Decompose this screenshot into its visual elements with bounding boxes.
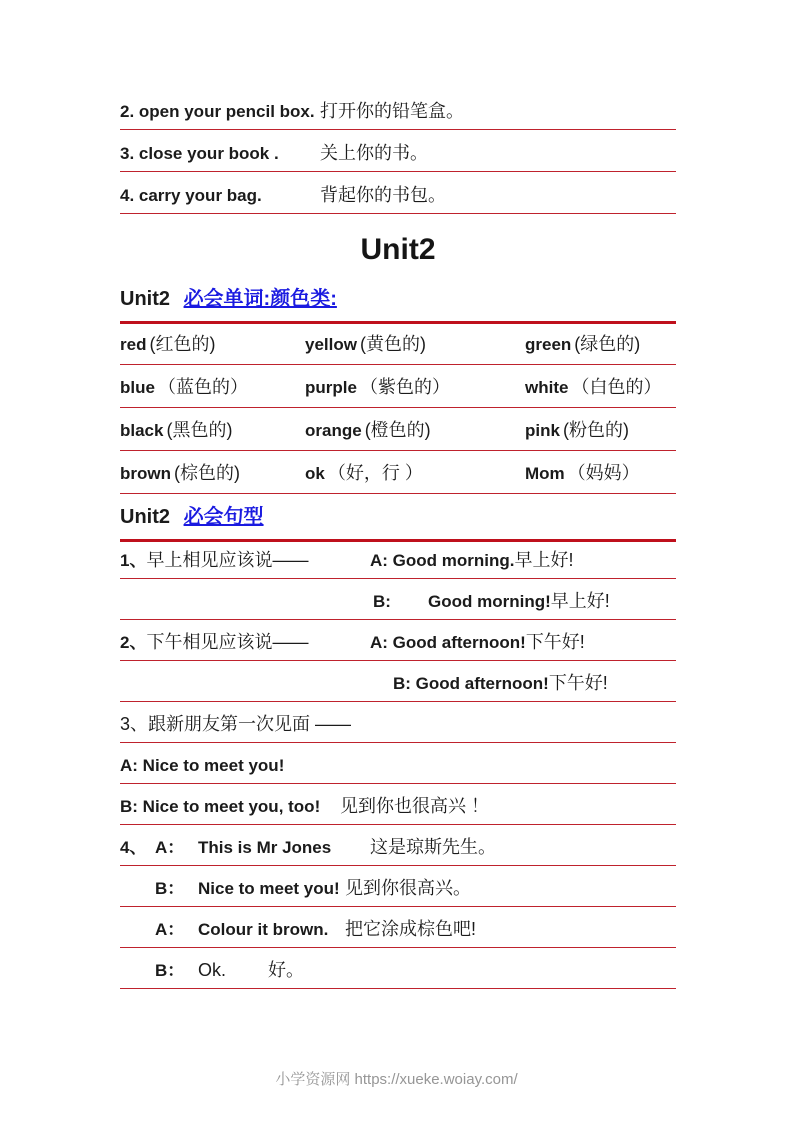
heading-label: 必会单词:颜色类: — [183, 288, 337, 310]
vocab-cell — [120, 418, 305, 443]
sentence-line — [120, 632, 676, 661]
english-text: A: Nice to meet you! — [120, 756, 285, 775]
chinese-translation: 这是琼斯先生。 — [370, 837, 496, 857]
chinese-translation: 好。 — [268, 960, 304, 980]
unit-title: Unit2 — [360, 233, 436, 266]
sentences-section-heading — [120, 504, 676, 542]
heading-label: 必会句型 — [183, 506, 264, 528]
vocab-word: pink — [525, 421, 560, 440]
chinese-translation: 下午好! — [525, 632, 585, 652]
sentence-line — [120, 796, 676, 825]
speaker-label: A： — [155, 838, 185, 857]
vocab-cell — [120, 332, 305, 357]
vocab-word: black — [120, 421, 164, 440]
chinese-translation: 关上你的书。 — [320, 143, 428, 163]
chinese-translation: 下午好! — [548, 673, 608, 693]
vocab-word: orange — [305, 421, 362, 440]
site-watermark: 小学资源网 https://xueke.woiay.com/ — [275, 1071, 518, 1088]
vocab-meaning: （紫色的） — [359, 377, 450, 397]
heading-unit-prefix: Unit2 — [120, 506, 170, 528]
vocab-cell — [120, 375, 305, 400]
chinese-prompt: 早上相见应该说—— — [146, 550, 309, 570]
sentence-line — [120, 837, 676, 866]
english-text: Colour it brown. — [198, 920, 329, 939]
document-page — [120, 100, 676, 1001]
vocab-meaning: （白色的） — [571, 377, 662, 397]
vocab-row — [120, 375, 676, 408]
english-phrase: 3. close your book . — [120, 144, 279, 163]
english-text: Good morning! — [428, 592, 551, 611]
chinese-translation: 把它涂成棕色吧! — [345, 919, 477, 939]
english-text: B: Good afternoon! — [393, 674, 549, 693]
command-line — [120, 184, 676, 214]
chinese-translation: 见到你很高兴。 — [345, 878, 471, 898]
chinese-translation: 背起你的书包。 — [320, 185, 446, 205]
vocab-cell — [525, 461, 676, 486]
sentence-line — [120, 755, 676, 784]
command-line — [120, 142, 676, 172]
vocab-meaning: (棕色的) — [174, 463, 240, 483]
vocab-word: brown — [120, 464, 171, 483]
vocab-cell — [305, 418, 525, 443]
words-section-heading — [120, 286, 676, 324]
item-number: 2、 — [120, 633, 147, 652]
sentence-line — [120, 673, 676, 702]
english-text: Nice to meet you! — [198, 879, 340, 898]
sentence-line — [120, 960, 676, 989]
english-text: A: Good morning. — [370, 551, 515, 570]
vocab-meaning: (橙色的) — [364, 420, 431, 440]
vocab-word: white — [525, 378, 569, 397]
vocab-word: Mom — [525, 464, 565, 483]
vocab-word: red — [120, 335, 147, 354]
english-phrase: 2. open your pencil box. — [120, 102, 315, 121]
english-text: B: Nice to meet you, too! — [120, 797, 321, 816]
chinese-translation: 早上好! — [514, 550, 574, 570]
speaker-label: B: — [373, 592, 391, 611]
vocab-cell — [305, 461, 525, 486]
vocab-word: yellow — [305, 335, 357, 354]
vocab-meaning: （蓝色的） — [157, 377, 248, 397]
sentence-line — [120, 919, 676, 948]
english-text: This is Mr Jones — [198, 838, 332, 857]
vocab-word: blue — [120, 378, 155, 397]
chinese-translation: 早上好! — [550, 591, 610, 611]
vocab-row — [120, 418, 676, 451]
english-phrase: 4. carry your bag. — [120, 186, 262, 205]
speaker-label: B： — [155, 961, 185, 980]
sentence-line — [120, 878, 676, 907]
prompt-cell — [120, 550, 370, 571]
vocab-meaning: （好，行 ） — [327, 463, 423, 483]
sentence-line — [120, 550, 676, 579]
chinese-prompt: 3、跟新朋友第一次见面 —— — [120, 714, 352, 734]
english-text: Ok. — [198, 960, 227, 980]
sentence-line — [120, 714, 676, 743]
vocab-meaning: (黄色的) — [359, 334, 426, 354]
vocab-word: ok — [305, 464, 325, 483]
vocab-word: purple — [305, 378, 357, 397]
heading-unit-prefix: Unit2 — [120, 288, 170, 310]
vocab-cell — [525, 418, 676, 443]
item-number: 4、 — [120, 838, 147, 857]
speaker-label: B： — [155, 879, 185, 898]
vocab-meaning: (粉色的) — [562, 420, 629, 440]
chinese-translation: 打开你的铅笔盒。 — [320, 101, 464, 121]
vocab-cell — [525, 332, 676, 357]
command-line — [120, 100, 676, 130]
sentence-line — [120, 591, 676, 620]
vocab-cell — [120, 461, 305, 486]
vocab-meaning: （妈妈） — [567, 463, 640, 483]
vocab-cell — [305, 332, 525, 357]
vocab-word: green — [525, 335, 572, 354]
vocab-row — [120, 461, 676, 494]
chinese-prompt: 下午相见应该说—— — [146, 632, 309, 652]
vocab-meaning: (红色的) — [149, 334, 216, 354]
prompt-cell — [120, 632, 370, 653]
vocab-row — [120, 332, 676, 365]
vocab-meaning: (黑色的) — [166, 420, 233, 440]
vocab-cell — [305, 375, 525, 400]
item-number: 1、 — [120, 551, 147, 570]
vocab-cell — [525, 375, 676, 400]
vocab-meaning: (绿色的) — [574, 334, 641, 354]
english-text: A: Good afternoon! — [370, 633, 526, 652]
chinese-translation: 见到你也很高兴 ！ — [340, 796, 490, 816]
speaker-label: A： — [155, 920, 185, 939]
